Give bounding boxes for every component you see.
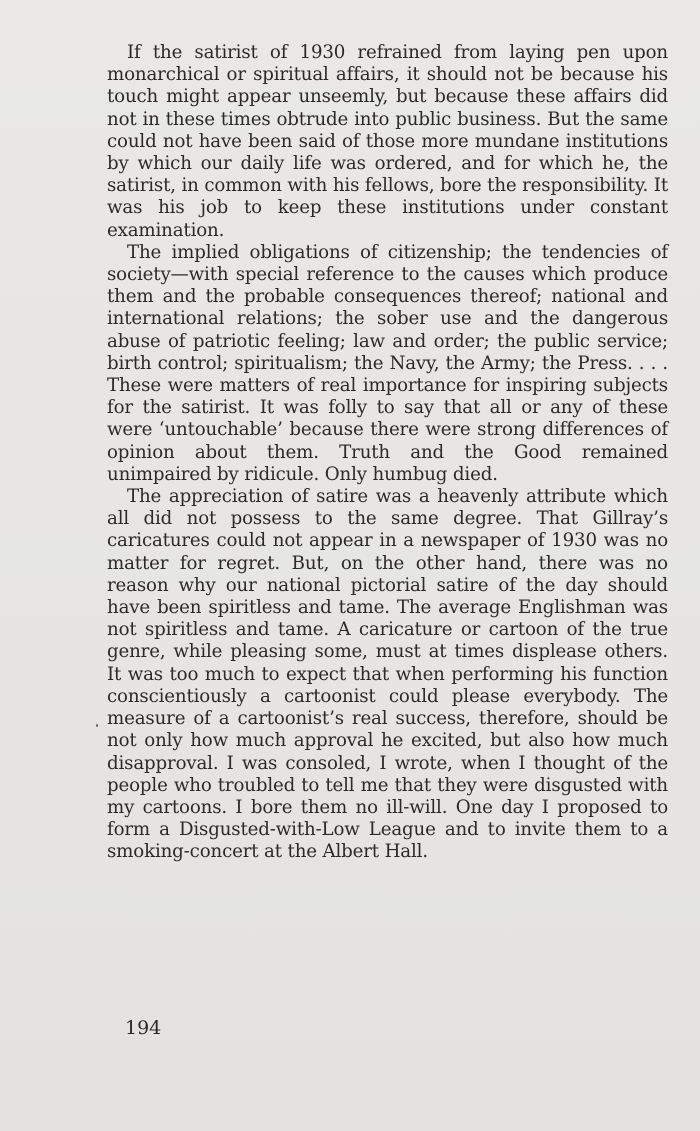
print-speck xyxy=(96,724,98,727)
paragraph-2: The implied obligations of citizenship; the tendencies of society—with special reference to the causes which produce them and the probable consequences thereof; national and international relations; the sober use and the dangerous abuse of patriotic feeling; law and order; the public service; birth control; spiritualism; the Navy, the Army; the Press. . . . These were matters of real importance for inspiring subjects for the satirist. It was folly to say that all or any of these were ‘untouchable’ because there were strong differences of opinion about them. Truth and the Good remained unimpaired by ridicule. Only humbug died. xyxy=(107,241,668,485)
body-text xyxy=(107,42,668,864)
paragraph-3: The appreciation of satire was a heavenly attribute which all did not possess to the same degree. That Gillray’s caricatures could not appear in a newspaper of 1930 was no matter for regret. But, on the other hand, there was no reason why our national pictorial satire of the day should have been spiritless and tame. The average Englishman was not spiritless and tame. A caricature or cartoon of the true genre, while pleasing some, must at times displease others. It was too much to expect that when performing his function conscientiously a cartoonist could please everybody. The measure of a cartoonist’s real success, therefore, should be not only how much approval he excited, but also how much disapproval. I was consoled, I wrote, when I thought of the people who troubled to tell me that they were disgusted with my cartoons. I bore them no ill-will. One day I proposed to form a Disgusted-with-Low League and to invite them to a smoking-concert at the Albert Hall. xyxy=(107,486,668,863)
paragraph-1: If the satirist of 1930 refrained from laying pen upon monarchical or spiritual affairs, it should not be because his touch might appear unseemly, but because these affairs did not in these times obtrude into public business. But the same could not have been said of those more mundane institutions by which our daily life was ordered, and for which he, the satirist, in common with his fellows, bore the responsibility. It was his job to keep these institutions under constant examination. xyxy=(107,42,668,241)
page-number: 194 xyxy=(125,1017,162,1039)
